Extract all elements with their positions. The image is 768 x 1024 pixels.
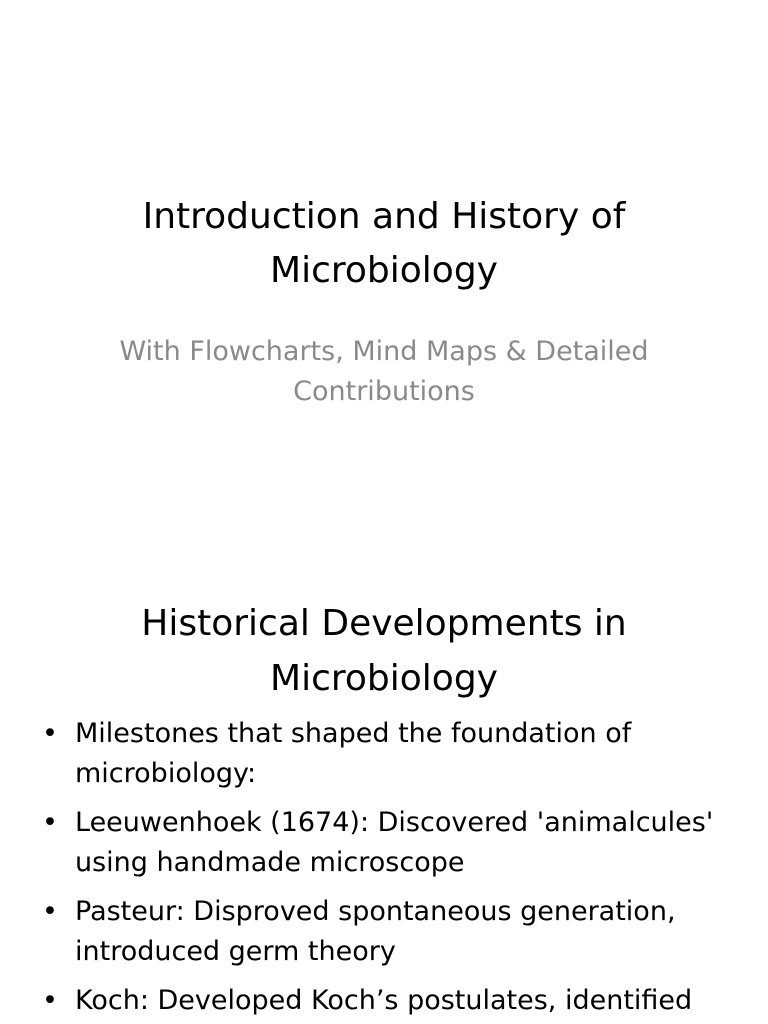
bullet-dot-icon: • (42, 807, 58, 838)
bullet-item (40, 981, 720, 1021)
bullet-text: Koch: Developed Koch’s postulates, identified (75, 985, 693, 1016)
bullet-dot-icon: • (42, 985, 58, 1016)
slide-subtitle: With Flowcharts, Mind Maps & Detailed Contributions (119, 336, 649, 407)
bullet-item (40, 803, 720, 883)
bullet-text: Milestones that shaped the foundation of microbiology: (75, 718, 632, 789)
slide-title: Historical Developments in Microbiology (141, 603, 627, 699)
bullet-dot-icon: • (42, 718, 58, 749)
content-slide (0, 576, 768, 1024)
bullet-list (40, 714, 720, 1024)
slide-title: Introduction and History of Microbiology (142, 196, 626, 291)
bullet-text: Pasteur: Disproved spontaneous generation, introduced germ theory (75, 896, 676, 967)
bullet-item (40, 714, 720, 794)
bullet-dot-icon: • (42, 896, 58, 927)
bullet-text: Leeuwenhoek (1674): Discovered 'animalcules' using handmade microscope (75, 807, 714, 878)
bullet-item (40, 892, 720, 972)
